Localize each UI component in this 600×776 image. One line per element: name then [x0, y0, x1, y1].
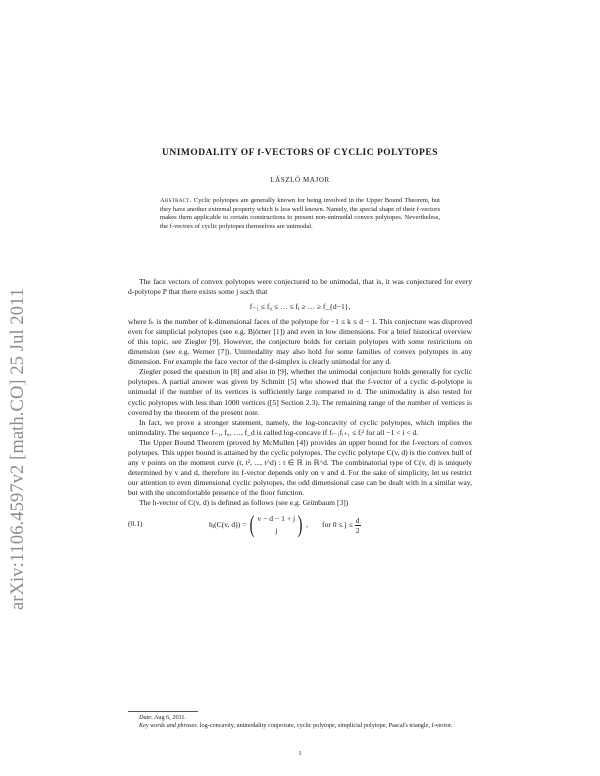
arxiv-identifier: arXiv:1106.4597v2 [math.CO] 25 Jul 2011 [8, 287, 28, 610]
abstract [160, 197, 440, 231]
equation-body [209, 510, 361, 540]
equation-0-1 [128, 510, 472, 540]
equation-number: (0.1) [128, 519, 143, 529]
abstract-label: Abstract. [160, 197, 192, 204]
fraction [355, 516, 361, 535]
equation-lhs: hⱼ(C(v, d)) = [209, 520, 247, 529]
paragraph-5: The h-vector of C(v, d) is defined as follows (see e.g. Grünbaum [3]) [139, 497, 349, 507]
equation-comma: , [306, 520, 309, 529]
footnote-date [128, 714, 472, 722]
date-value: : Aug 6, 2011. [151, 714, 187, 721]
equation-condition: for 0 ≤ j ≤ [322, 520, 353, 529]
binomial-coefficient [248, 513, 304, 537]
left-paren: ( [249, 512, 255, 539]
paragraph-4: The Upper Bound Theorem (proved by McMullen [4]) provides an upper bound for the f-vectors of convex polytopes. This upper bound is attained by the cyclic polytopes. The cyclic polytope C(v, d) is the convex hull of any v points on the moment curve (t, t², ..., t^d) : t ∈ ℝ in ℝ^d. The combinatorial type of C(v, d) is uniquely determined by v and d, therefore its f-vector depends only on v and d. For the sake of simplicity, let us restrict our attention to even dimensional cyclic polytopes, the odd dimensional case can be dealt with in a similar way, but with the uncomfortable presence of the floor function. [128, 437, 472, 497]
body-text [128, 277, 472, 540]
date-label: Date [139, 714, 152, 721]
binom-top: v − d − 1 + j [257, 514, 296, 524]
keywords-value: log-concavity, unimodality conjecture, cyclic polytope, simplicial polytope, Pascal's triangle, f-vector. [198, 722, 453, 729]
abstract-text: Cyclic polytopes are generally known for being involved in the Upper Bound Theorem, but they have another extremal property which is less well known. Namely, the special shape of their f-vectors makes them applicable to certain constructions to present non-unimodal convex polytopes. Nevertheless, the f-vectors of cyclic polytopes themselves are unimodal. [160, 197, 440, 230]
paragraph-3: In fact, we prove a stronger statement, namely, the log-concavity of cyclic polytopes, which implies the unimodality. The sequence f₋₁, f₀, …, f_d is called log-concave if fᵢ₋₁fᵢ₊₁ ≤ fᵢ² for all −1 < i < d. [128, 417, 472, 437]
fraction-numerator: d [355, 515, 360, 525]
footnote-keywords [128, 722, 472, 730]
fraction-denominator: 2 [355, 525, 360, 535]
paragraph-1: The face vectors of convex polytopes were conjectured to be unimodal, that is, it was conjectured for every d-polytope P that there exists some j such that [128, 277, 472, 297]
right-paren: ) [297, 512, 303, 539]
footnotes [128, 714, 472, 730]
unimodal-equation: f₋₁ ≤ f₀ ≤ … ≤ fⱼ ≥ … ≥ f_{d−1}, [249, 302, 351, 312]
footnote-rule [128, 711, 198, 712]
keywords-label: Key words and phrases. [139, 722, 199, 729]
author-name: LÁSZLÓ MAJOR [270, 176, 330, 184]
paper-title: UNIMODALITY OF f-VECTORS OF CYCLIC POLYTOPES [162, 148, 438, 158]
binom-bottom: j [275, 526, 278, 536]
paragraph-1-continued: where fₖ is the number of k-dimensional faces of the polytope for −1 ≤ k ≤ d − 1. This conjecture was disproved even for simplicial polytopes (see e.g. Björner [1]) and even in low dimensions. For a brief historical overview of this topic, see Ziegler [9]. However, the conjecture holds for certain polytopes with some restrictions on dimension (see e.g. Werner [7]). Unimodality may also hold for some families of convex polytopes in any dimension. For example the face vector of the d-simplex is clearly unimodal for any d. [128, 317, 472, 367]
paragraph-2: Ziegler posed the question in [8] and also in [9], whether the unimodal conjecture holds generally for cyclic polytopes. A partial answer was given by Schmitt [5] who showed that the f-vector of a cyclic d-polytope is unimodal if the number of its vertices is sufficiently large compared to d. The unimodality is also tested for cyclic polytopes with less than 1000 vertices ([5] Section 2.3). The remaining range of the number of vertices is covered by the theorem of the present note. [128, 367, 472, 417]
page-number: 1 [298, 750, 302, 757]
